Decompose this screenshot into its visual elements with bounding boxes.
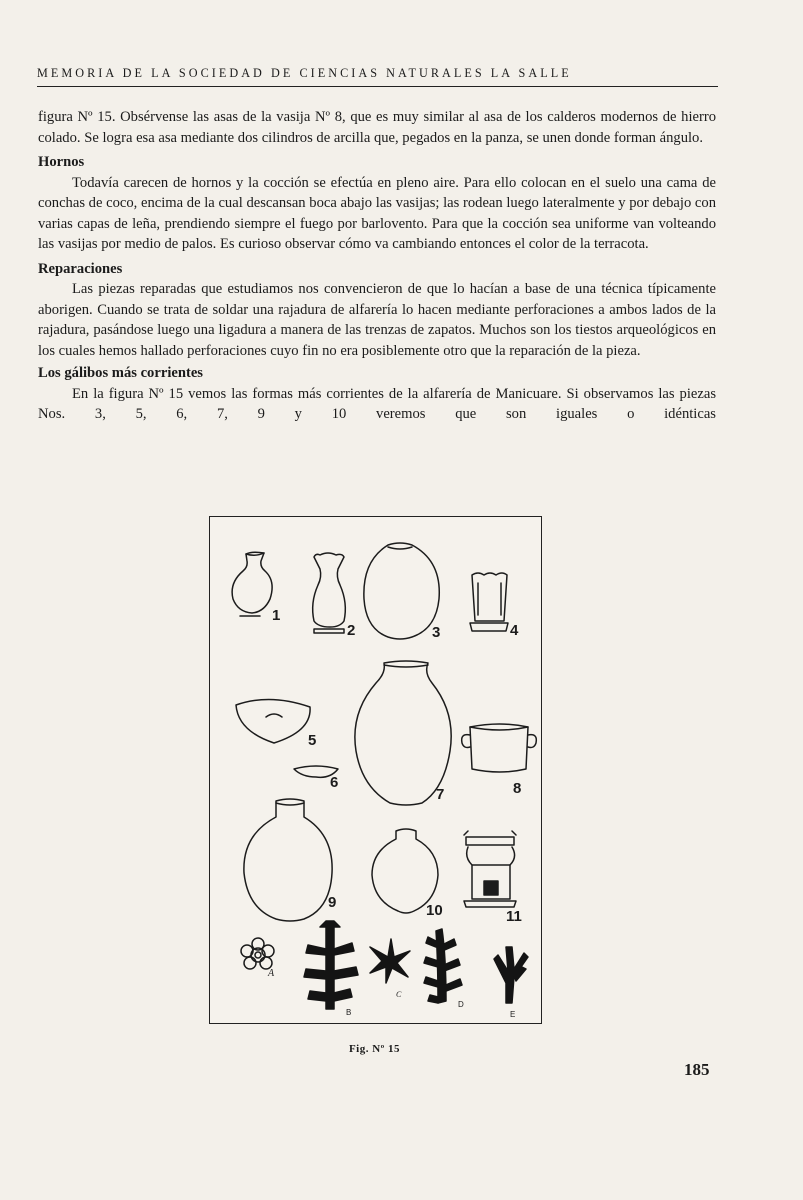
vessel-label-6: 6 <box>330 774 339 791</box>
vessel-label-2: 2 <box>347 622 356 639</box>
figure-caption-text: Fig. Nº 15 <box>348 1043 401 1055</box>
vessel-label-1: 1 <box>272 607 281 624</box>
motif-b-drawing <box>304 921 358 1017</box>
section-heading-hornos: Hornos <box>38 154 85 170</box>
motif-label-e: E <box>510 1010 516 1019</box>
vessel-label-11: 11 <box>506 908 522 925</box>
intro-paragraph: figura Nº 15. Obsérvense las asas de la vasija Nº 8, que es muy similar al asa de los calderos modernos de hierro colado. Se logra esa asa mediante dos cilindros de arcilla que, pegados en la panza, se unen donde forman ángulo. <box>38 109 716 146</box>
figure-caption <box>0 1043 803 1055</box>
vessel-label-8: 8 <box>513 780 522 797</box>
motif-d-drawing <box>424 929 464 1009</box>
vessel-11-drawing <box>464 831 522 925</box>
motif-e-drawing <box>494 947 528 1019</box>
vessel-label-10: 10 <box>426 902 443 919</box>
motif-label-a: A <box>268 968 275 979</box>
section-paragraph-galibos: En la figura Nº 15 vemos las formas más corrientes de la alfarería de Manicuare. Si observamos las piezas Nos. 3, 5, 6, 7, 9 y 10 veremos que son iguales o idénticas <box>38 385 716 422</box>
vessel-label-3: 3 <box>432 624 441 641</box>
vessel-3-drawing <box>364 543 440 641</box>
vessel-4-drawing <box>470 573 519 639</box>
vessel-2-drawing <box>313 553 356 639</box>
vessel-5-drawing <box>236 699 316 749</box>
vessel-8-drawing <box>462 724 537 797</box>
section-paragraph-reparaciones: Las piezas reparadas que estudiamos nos convencieron de que lo hacían a base de una técnica típicamente aborigen. Cuando se trata de soldar una rajadura de alfarería lo hacen mediante perforaciones a ambos lados de la rajadura, pasándose luego una ligadura a manera de las trenzas de zapatos. Muchos son los tiestos arqueológicos en los cuales hemos hallado perforaciones cuyo fin no era posiblemente otro que la reparación de la pieza. <box>38 281 716 359</box>
figure-15-pottery-shapes <box>209 516 542 1024</box>
motif-a-drawing <box>241 938 275 979</box>
page-number: 185 <box>684 1060 710 1079</box>
vessel-6-drawing <box>294 766 338 791</box>
body-text <box>38 107 716 425</box>
motif-label-c: C <box>396 990 402 999</box>
motif-label-b: B <box>346 1008 352 1017</box>
section-heading-reparaciones: Reparaciones <box>38 260 123 277</box>
header-rule <box>37 86 718 87</box>
section-paragraph-hornos: Todavía carecen de hornos y la cocción se efectúa en pleno aire. Para ello colocan en el suelo una cama de conchas de coco, encima de la cual descansan boca abajo las vasijas; las rodean luego lateralmente y por debajo con varias capas de leña, prendiendo siempre el fuego por barlovento. Para que la cocción sea uniforme van volteando las vasijas por medio de palos. Es curioso observar cómo va cambiando entonces el color de la terracota. <box>38 174 716 252</box>
section-heading-galibos: Los gálibos más corrientes <box>38 365 203 381</box>
motif-c-drawing <box>370 939 410 999</box>
vessel-7-drawing <box>355 661 451 805</box>
running-header: MEMORIA DE LA SOCIEDAD DE CIENCIAS NATURALES LA SALLE <box>37 66 572 80</box>
vessel-9-drawing <box>244 799 336 921</box>
vessel-label-7: 7 <box>436 786 445 803</box>
vessel-1-drawing <box>232 552 280 624</box>
vessel-label-4: 4 <box>510 622 519 639</box>
vessel-10-drawing <box>372 829 443 919</box>
vessel-label-5: 5 <box>308 732 317 749</box>
motif-label-d: D <box>458 1000 464 1009</box>
vessel-label-9: 9 <box>328 894 337 911</box>
